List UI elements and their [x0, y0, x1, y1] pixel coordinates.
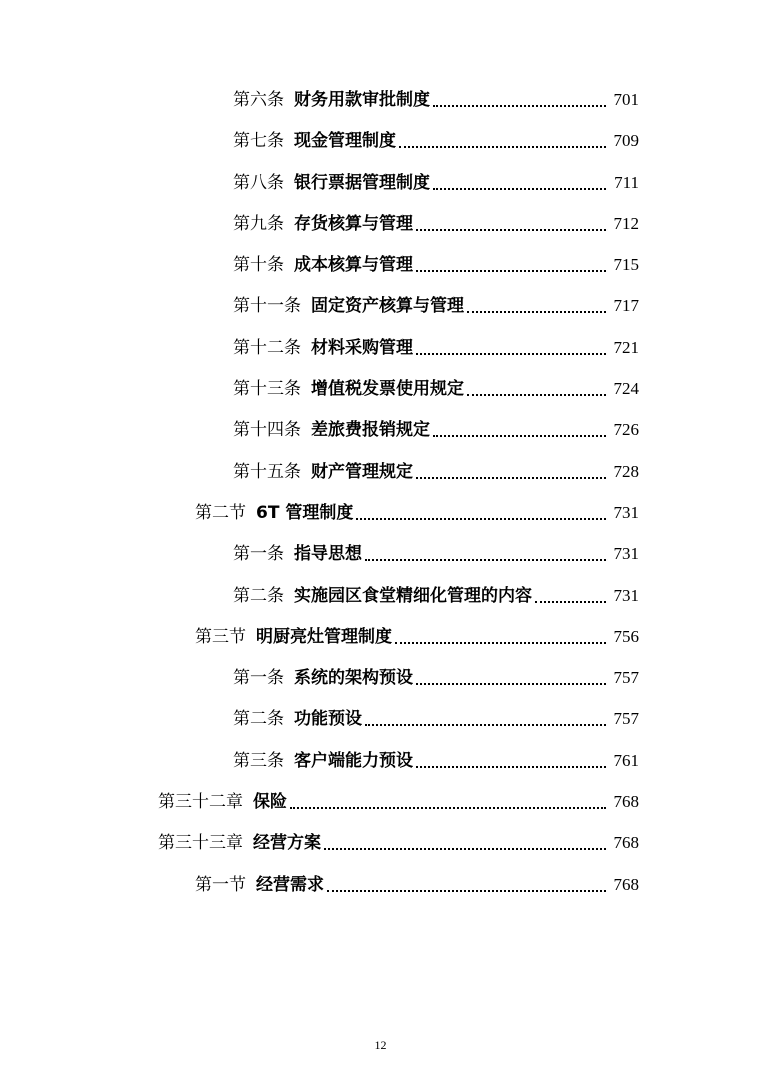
- toc-entry-title: 经营需求: [256, 874, 324, 895]
- toc-entry-page: 731: [613, 585, 639, 605]
- toc-entry-title: 增值税发票使用规定: [311, 379, 464, 400]
- toc-entry-title: 存货核算与管理: [294, 213, 413, 234]
- dot-leader: [416, 337, 606, 355]
- toc-entry[interactable]: [0, 337, 761, 378]
- toc-entry-title: 财产管理规定: [311, 461, 413, 482]
- toc-entry[interactable]: [0, 130, 761, 171]
- toc-entry-page: 768: [613, 833, 639, 853]
- toc-entry-number: 第十四条: [233, 420, 301, 441]
- toc-entry-number: 第三十三章: [158, 833, 243, 854]
- toc-entry-title: 实施园区食堂精细化管理的内容: [294, 585, 532, 606]
- toc-entry-page: 731: [613, 544, 639, 564]
- toc-entry-page: 721: [613, 337, 639, 357]
- toc-entry[interactable]: [0, 667, 761, 708]
- toc-entry-title: 客户端能力预设: [294, 750, 413, 771]
- toc-entry-title: 财务用款审批制度: [294, 90, 430, 110]
- toc-entry[interactable]: [0, 461, 761, 502]
- toc-entry-number: 第三条: [233, 750, 284, 771]
- dot-leader: [467, 378, 606, 396]
- dot-leader: [356, 502, 606, 520]
- toc-entry-page: 768: [613, 792, 639, 812]
- toc-entry-page: 757: [613, 668, 639, 688]
- dot-leader: [290, 791, 606, 809]
- toc-entry-title: 功能预设: [294, 709, 362, 730]
- toc-entry-page: 726: [613, 420, 639, 440]
- toc-entry-page: 756: [613, 626, 639, 646]
- dot-leader: [416, 254, 606, 272]
- toc-entry-title: 银行票据管理制度: [294, 172, 430, 193]
- toc-entry-number: 第三十二章: [158, 792, 243, 813]
- toc-entry-number: 第六条: [233, 90, 284, 110]
- toc-entry[interactable]: [0, 791, 761, 832]
- toc-entry[interactable]: [0, 213, 761, 254]
- toc-entry[interactable]: [0, 254, 761, 295]
- toc-entry-page: 711: [614, 172, 639, 192]
- toc-entry-title: 系统的架构预设: [294, 668, 413, 689]
- toc-entry-title: 固定资产核算与管理: [311, 296, 464, 317]
- toc-entry-number: 第十五条: [233, 461, 301, 482]
- toc-entry-number: 第十一条: [233, 296, 301, 317]
- toc-entry-number: 第八条: [233, 172, 284, 193]
- toc-entry[interactable]: [0, 626, 761, 667]
- dot-leader: [324, 832, 606, 850]
- toc-entry-number: 第二节: [195, 502, 246, 523]
- toc-entry[interactable]: [0, 502, 761, 543]
- toc-entry-page: 724: [613, 379, 639, 399]
- table-of-contents: [0, 89, 761, 915]
- toc-entry-title: 指导思想: [294, 544, 362, 565]
- toc-entry-page: 728: [613, 461, 639, 481]
- page-number: 12: [374, 1038, 387, 1052]
- toc-entry-page: 709: [613, 131, 639, 151]
- toc-entry-number: 第十三条: [233, 379, 301, 400]
- dot-leader: [535, 585, 606, 603]
- toc-entry-number: 第一条: [233, 668, 284, 689]
- toc-entry-number: 第九条: [233, 213, 284, 234]
- toc-entry[interactable]: [0, 708, 761, 749]
- toc-entry-number: 第七条: [233, 131, 284, 152]
- dot-leader: [416, 213, 606, 231]
- toc-entry-number: 第三节: [195, 626, 246, 647]
- toc-entry-page: 731: [613, 502, 639, 522]
- dot-leader: [395, 626, 606, 644]
- toc-entry[interactable]: [0, 750, 761, 791]
- dot-leader: [433, 172, 606, 190]
- toc-entry-number: 第二条: [233, 709, 284, 730]
- dot-leader: [416, 750, 606, 768]
- toc-entry-title: 明厨亮灶管理制度: [256, 626, 392, 647]
- dot-leader: [327, 874, 606, 892]
- toc-entry-title: 差旅费报销规定: [311, 420, 430, 441]
- dot-leader: [399, 130, 606, 148]
- toc-entry-title: 成本核算与管理: [294, 255, 413, 276]
- toc-entry-page: 761: [613, 750, 639, 770]
- toc-entry[interactable]: [0, 172, 761, 213]
- toc-entry-title: 保险: [253, 792, 287, 813]
- toc-entry-page: 768: [613, 874, 639, 894]
- dot-leader: [467, 295, 606, 313]
- toc-entry-title: 材料采购管理: [311, 337, 413, 358]
- toc-entry[interactable]: [0, 89, 761, 130]
- dot-leader: [416, 461, 606, 479]
- toc-entry-page: 712: [613, 213, 639, 233]
- toc-entry-title: 经营方案: [253, 833, 321, 854]
- toc-entry-title: 6T 管理制度: [256, 502, 354, 523]
- toc-entry-number: 第一条: [233, 544, 284, 565]
- toc-entry-number: 第十二条: [233, 337, 301, 358]
- dot-leader: [433, 419, 606, 437]
- toc-entry-page: 715: [613, 255, 639, 275]
- dot-leader: [365, 543, 606, 561]
- toc-entry[interactable]: [0, 378, 761, 419]
- toc-entry[interactable]: [0, 419, 761, 460]
- toc-entry[interactable]: [0, 874, 761, 915]
- toc-entry-number: 第二条: [233, 585, 284, 606]
- toc-entry-title: 现金管理制度: [294, 131, 396, 152]
- toc-entry[interactable]: [0, 585, 761, 626]
- toc-entry[interactable]: [0, 543, 761, 584]
- toc-entry-page: 717: [613, 296, 639, 316]
- dot-leader: [365, 708, 606, 726]
- dot-leader: [433, 89, 606, 107]
- toc-entry-number: 第十条: [233, 255, 284, 276]
- dot-leader: [416, 667, 606, 685]
- toc-entry-page: 701: [613, 90, 639, 109]
- toc-entry[interactable]: [0, 832, 761, 873]
- toc-entry[interactable]: [0, 295, 761, 336]
- toc-entry-number: 第一节: [195, 874, 246, 895]
- toc-entry-page: 757: [613, 709, 639, 729]
